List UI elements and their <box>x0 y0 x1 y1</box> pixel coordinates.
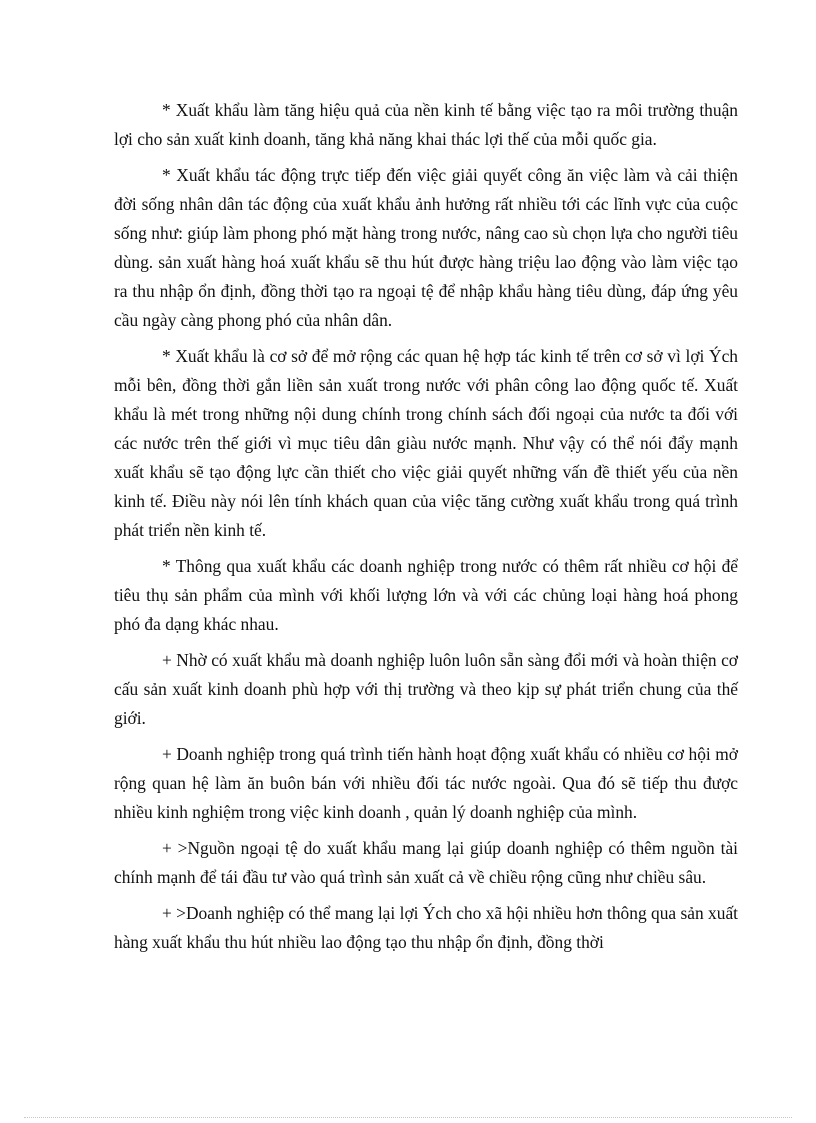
paragraph-4: * Thông qua xuất khẩu các doanh nghiệp trong nước có thêm rất nhiều cơ hội để tiêu thụ sản phẩm của mình với khối lượng lớn và với các chủng loại hàng hoá phong phó đa dạng khác nhau. <box>114 556 738 634</box>
paragraph-3: * Xuất khẩu là cơ sở để mở rộng các quan hệ hợp tác kinh tế trên cơ sở vì lợi Ých mỗi bên, đồng thời gắn liền sản xuất trong nước với phân công lao động quốc tế. Xuất khẩu là mét trong những nội dung chính trong chính sách đối ngoại của nước ta đối với các nước trên thế giới vì mục tiêu dân giàu nước mạnh. Như vậy có thể nói đẩy mạnh xuất khẩu sẽ tạo động lực cần thiết cho việc giải quyết những vấn đề thiết yếu của nền kinh tế. Điều này nói lên tính khách quan của việc tăng cường xuất khẩu trong quá trình phát triển nền kinh tế. <box>114 346 738 540</box>
paragraph-5: + Nhờ có xuất khẩu mà doanh nghiệp luôn luôn sẵn sàng đổi mới và hoàn thiện cơ cấu sản xuất kinh doanh phù hợp với thị trường và theo kịp sự phát triển chung của thế giới. <box>114 650 738 728</box>
paragraph-6: + Doanh nghiệp trong quá trình tiến hành hoạt động xuất khẩu có nhiều cơ hội mở rộng quan hệ làm ăn buôn bán với nhiều đối tác nước ngoài. Qua đó sẽ tiếp thu được nhiều kinh nghiệm trong việc kinh doanh , quản lý doanh nghiệp của mình. <box>114 744 738 822</box>
paragraph-1: * Xuất khẩu làm tăng hiệu quả của nền kinh tế bằng việc tạo ra môi trường thuận lợi cho sản xuất kinh doanh, tăng khả năng khai thác lợi thế của mỗi quốc gia. <box>114 100 738 149</box>
document-body <box>114 96 738 964</box>
paragraph-8: + >Doanh nghiệp có thể mang lại lợi Ých cho xã hội nhiều hơn thông qua sản xuất hàng xuất khẩu thu hút nhiều lao động tạo thu nhập ổn định, đồng thời <box>114 903 738 952</box>
paragraph-2: * Xuất khẩu tác động trực tiếp đến việc giải quyết công ăn việc làm và cải thiện đời sống nhân dân tác động của xuất khẩu ảnh hưởng rất nhiều tới các lĩnh vực của cuộc sống như: giúp làm phong phó mặt hàng trong nước, nâng cao sù chọn lựa cho người tiêu dùng. sản xuất hàng hoá xuất khẩu sẽ thu hút được hàng triệu lao động vào làm việc tạo ra thu nhập ổn định, đồng thời tạo ra ngoại tệ để nhập khẩu hàng tiêu dùng, đáp ứng yêu cầu ngày càng phong phó của nhân dân. <box>114 165 738 330</box>
page-bottom-divider <box>24 1117 792 1118</box>
paragraph-7: + >Nguồn ngoại tệ do xuất khẩu mang lại giúp doanh nghiệp có thêm nguồn tài chính mạnh để tái đầu tư vào quá trình sản xuất cả về chiều rộng cũng như chiều sâu. <box>114 838 738 887</box>
